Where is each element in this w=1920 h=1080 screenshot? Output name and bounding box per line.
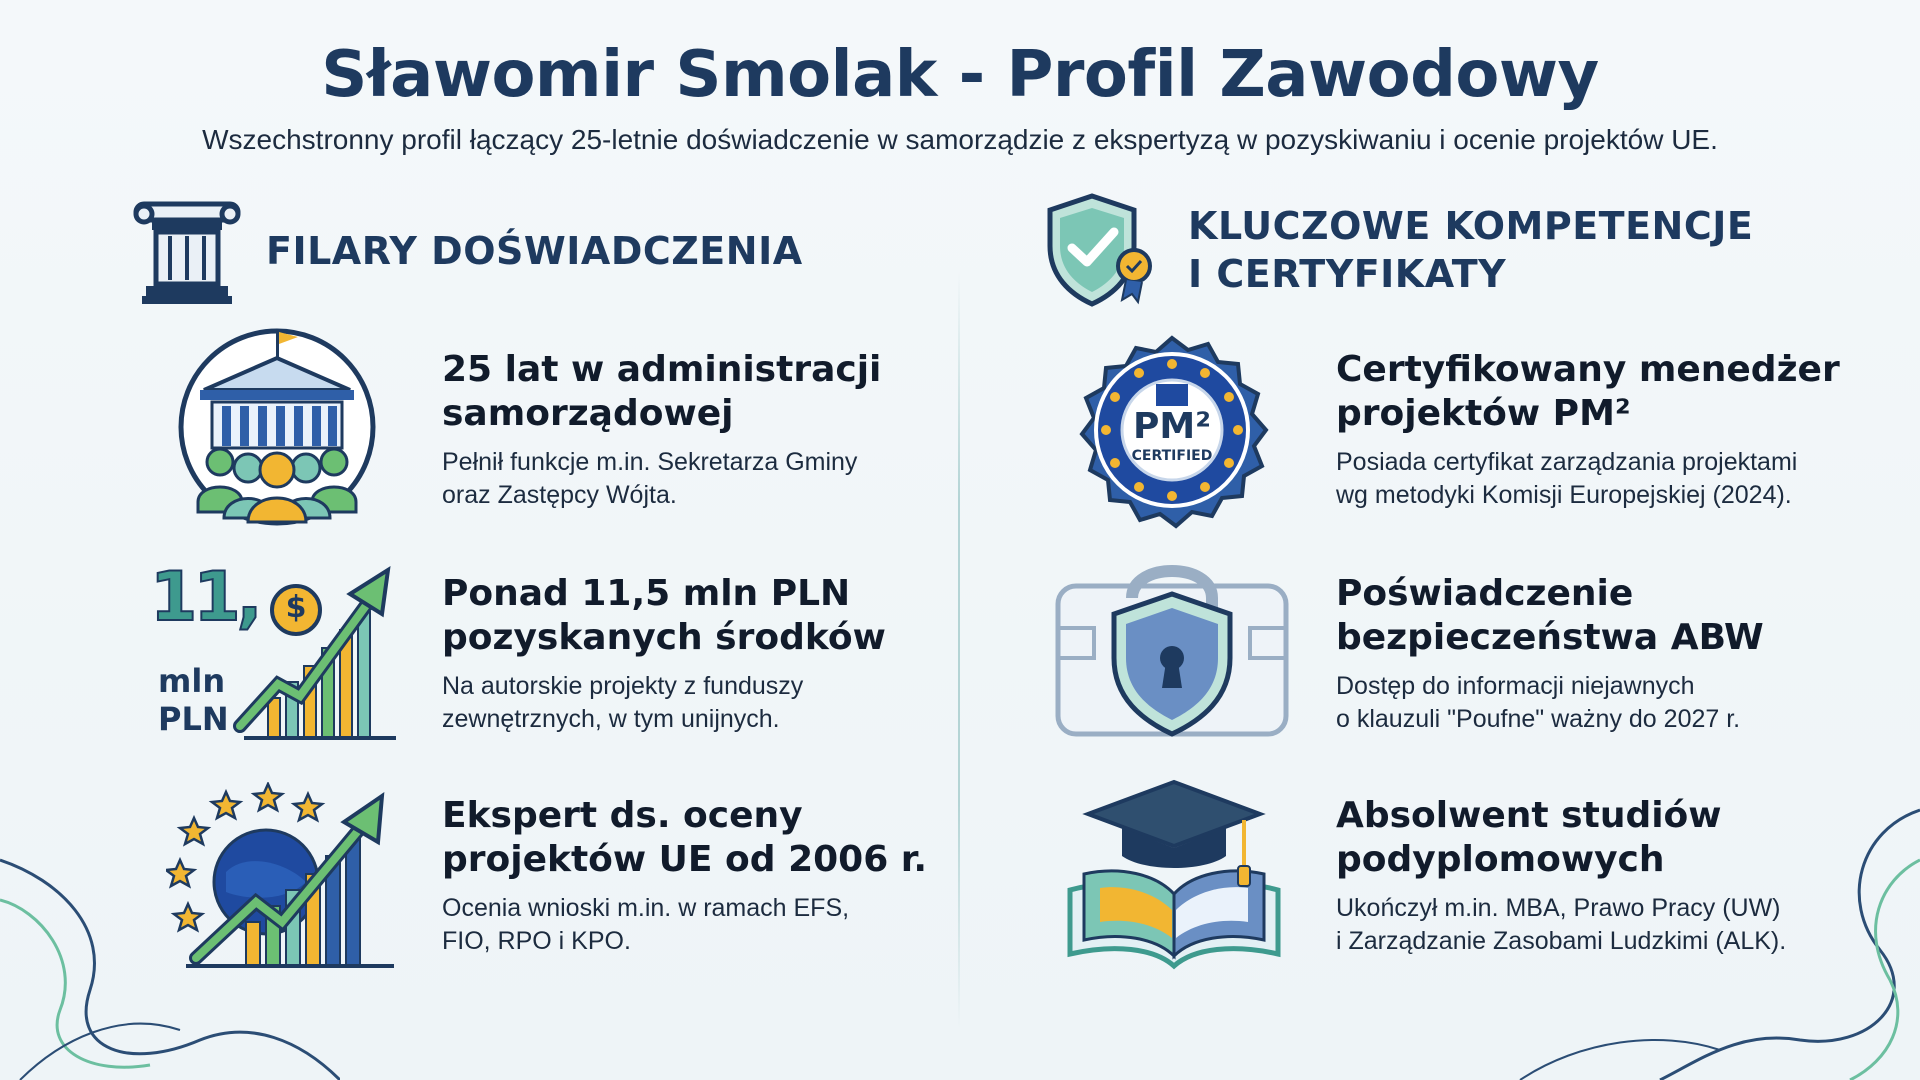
- page-title: Sławomir Smolak - Profil Zawodowy: [321, 38, 1599, 112]
- right-item-2-desc: Dostęp do informacji niejawnych o klauzuli "Poufne" ważny do 2027 r.: [1336, 672, 1741, 733]
- right-item-1-heading: Certyfikowany menedżer projektów PM²: [1336, 349, 1840, 434]
- right-item-3-heading: Absolwent studiów podyplomowych: [1336, 795, 1722, 880]
- growth-chart-coin-icon: [150, 558, 400, 742]
- left-item-2-desc: Na autorskie projekty z funduszy zewnętrznych, w tym unijnych.: [442, 672, 804, 733]
- left-item-1-heading: 25 lat w administracji samorządowej: [442, 349, 882, 434]
- right-section-header: [1042, 190, 1753, 310]
- left-item-3: [442, 794, 962, 958]
- icon-pln-text: PLN: [158, 700, 229, 738]
- left-item-1-desc: Pełnił funkcje m.in. Sekretarza Gminy oraz Zastępcy Wójta.: [442, 448, 858, 509]
- town-hall-people-icon: [172, 322, 382, 532]
- right-item-1: [1336, 348, 1896, 512]
- seal-certified-text: CERTIFIED: [1131, 448, 1213, 464]
- left-item-1: [442, 348, 962, 512]
- page-subtitle: Wszechstronny profil łączący 25-letnie doświadczenie w samorządzie z ekspertyzą w pozyskiwaniu i ocenie projektów UE.: [202, 124, 1718, 155]
- icon-big-number: 11,: [150, 558, 259, 637]
- right-section-title-line1: KLUCZOWE KOMPETENCJE: [1188, 204, 1754, 248]
- right-item-1-desc: Posiada certyfikat zarządzania projektami wg metodyki Komisji Europejskiej (2024).: [1336, 448, 1798, 509]
- left-item-2-heading: Ponad 11,5 mln PLN pozyskanych środków: [442, 573, 886, 658]
- left-section-title: FILARY DOŚWIADCZENIA: [266, 229, 803, 273]
- seal-pm2-text: PM²: [1133, 406, 1211, 447]
- icon-mln-text: mln: [158, 662, 226, 700]
- pm2-certified-seal-icon: [1066, 324, 1278, 536]
- right-item-2-heading: Poświadczenie bezpieczeństwa ABW: [1336, 573, 1764, 658]
- eu-stars-growth-icon: [166, 782, 396, 972]
- left-section-header: [132, 196, 803, 306]
- padlock-shield-icon: [1054, 558, 1290, 738]
- graduation-cap-book-icon: [1064, 778, 1284, 974]
- column-pillar-icon: [132, 196, 242, 306]
- shield-check-badge-icon: [1042, 190, 1162, 310]
- icon-coin-symbol: $: [285, 590, 307, 625]
- right-section-title-line2: I CERTYFIKATY: [1188, 252, 1507, 296]
- left-item-3-desc: Ocenia wnioski m.in. w ramach EFS, FIO, RPO i KPO.: [442, 894, 850, 955]
- right-item-3-desc: Ukończył m.in. MBA, Prawo Pracy (UW) i Zarządzanie Zasobami Ludzkimi (ALK).: [1336, 894, 1787, 955]
- left-item-2: [442, 572, 962, 736]
- right-item-3: [1336, 794, 1896, 958]
- right-item-2: [1336, 572, 1896, 736]
- left-item-3-heading: Ekspert ds. oceny projektów UE od 2006 r.: [442, 795, 928, 880]
